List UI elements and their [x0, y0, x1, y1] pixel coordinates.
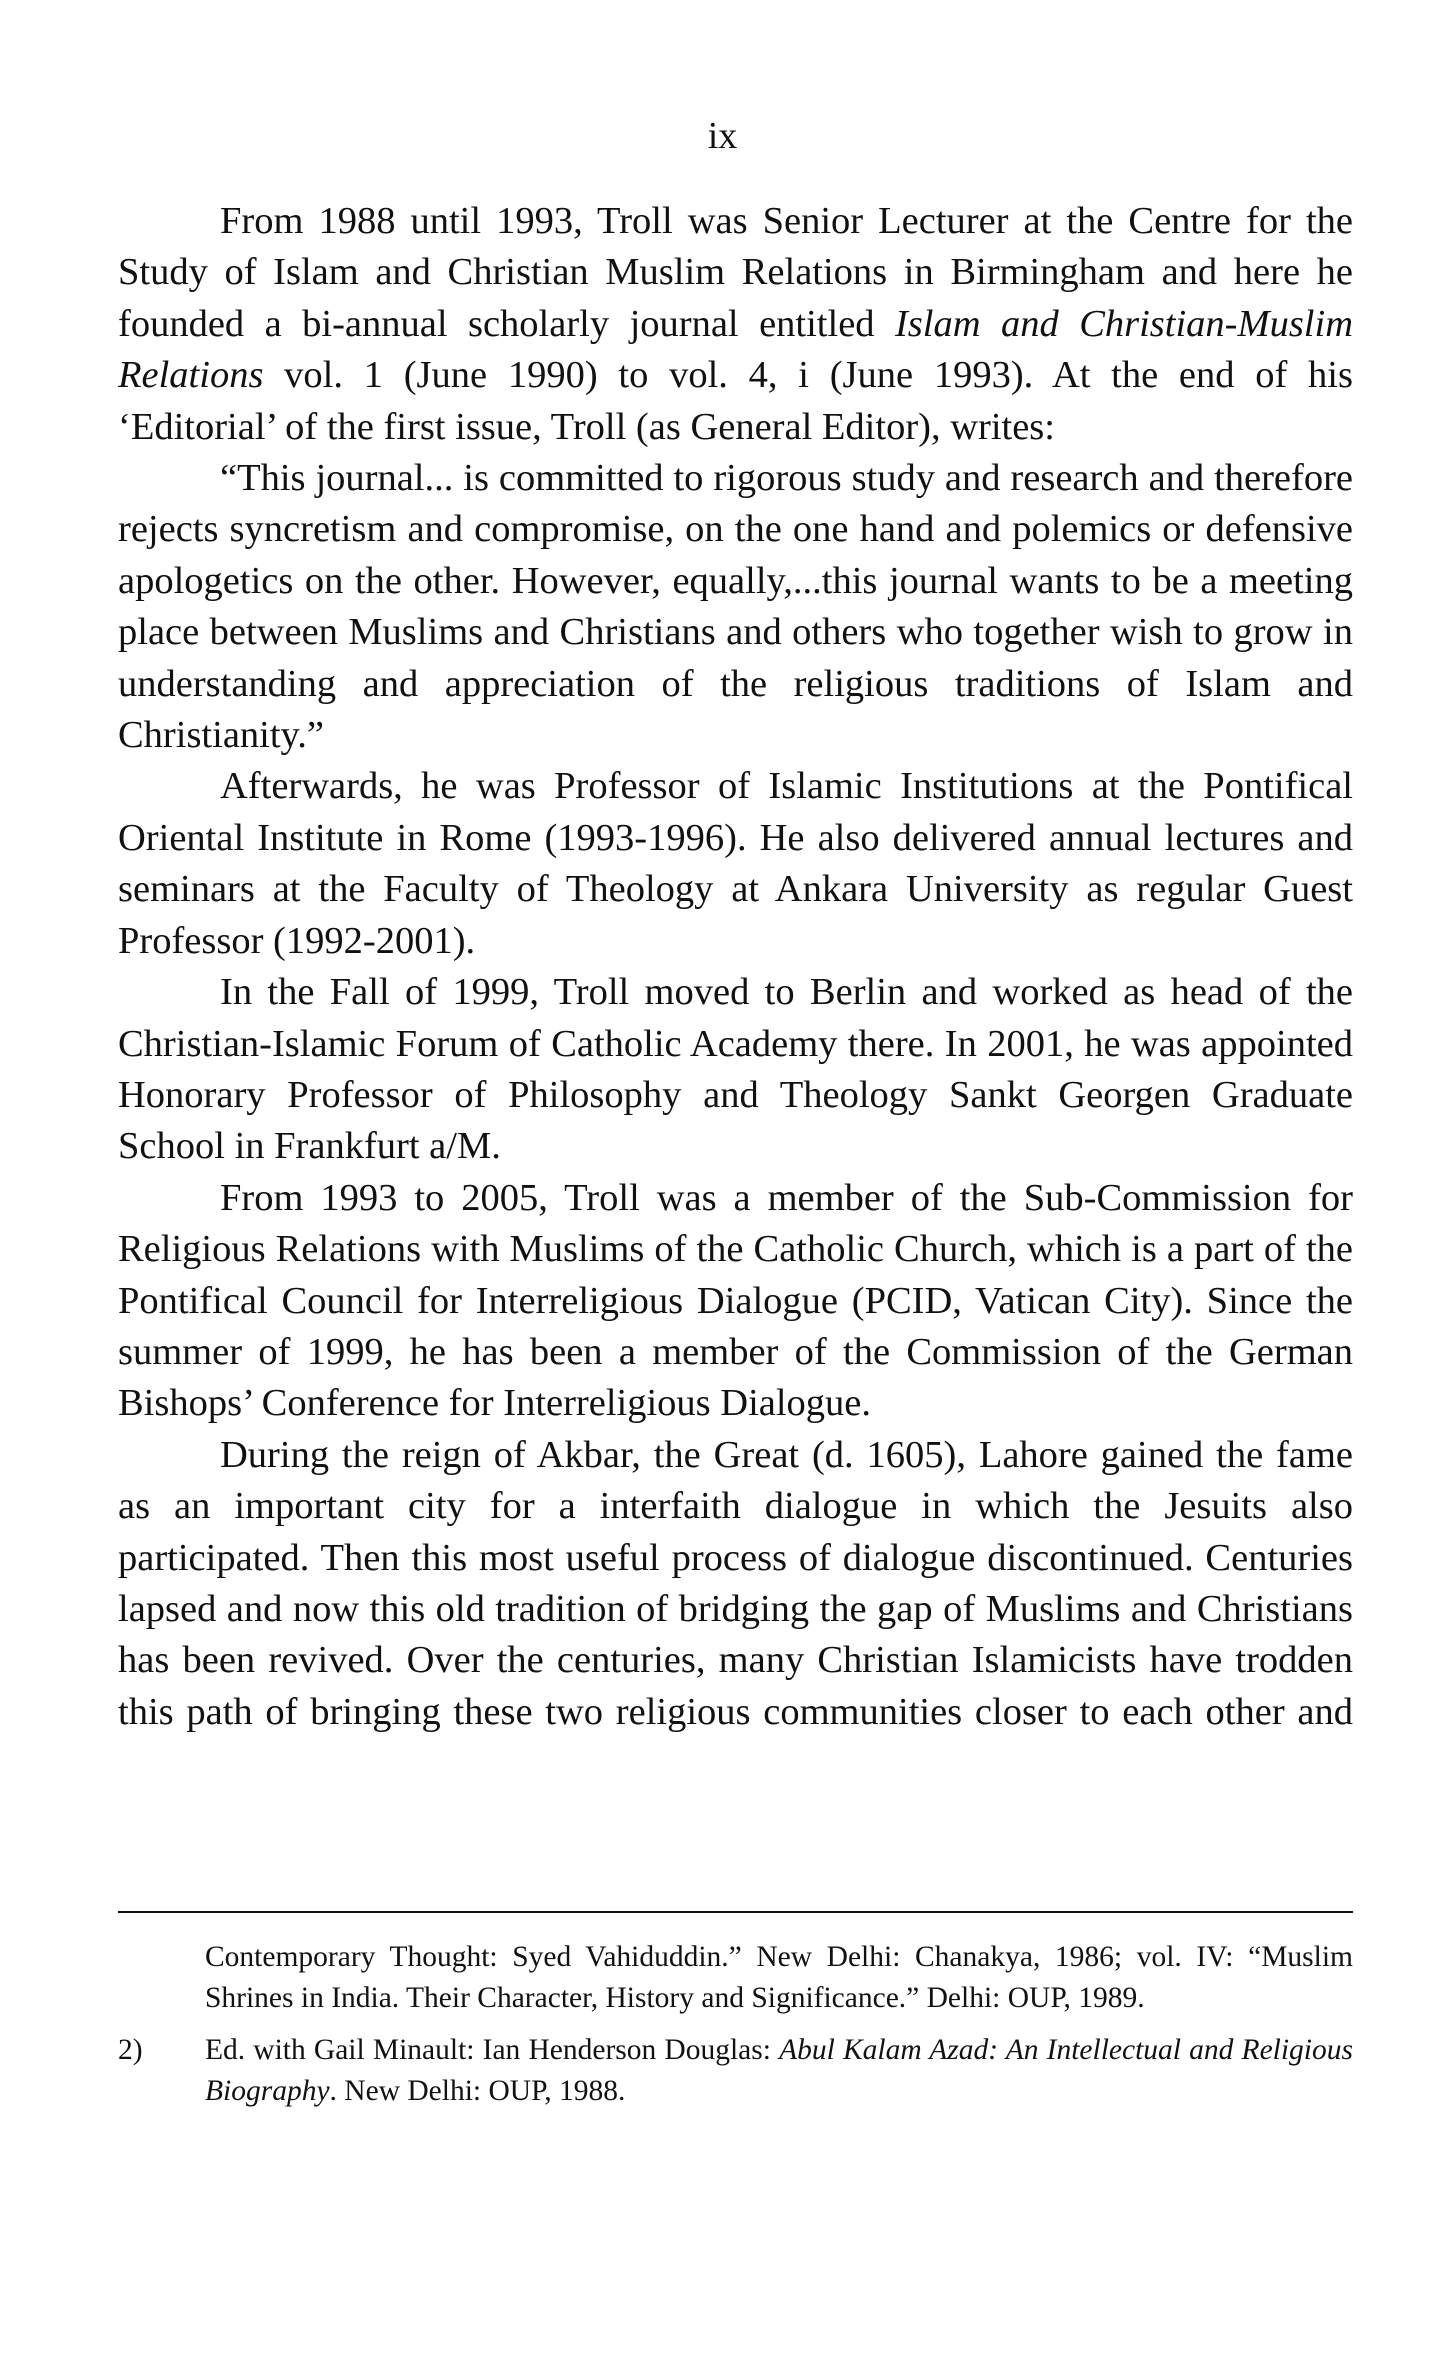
- footnote-2-text-b: . New Delhi: OUP, 1988.: [329, 2074, 626, 2107]
- main-text: [118, 196, 1353, 1738]
- footnote-2-marker: 2): [118, 2034, 143, 2066]
- paragraph-1: [118, 196, 1353, 453]
- footnote-1-text: Contemporary Thought: Syed Vahiduddin.” New Delhi: Chanakya, 1986; vol. IV: “Muslim Shrines in India. Their Character, History and Significance.” Delhi: OUP, 1989.: [205, 1941, 1353, 2014]
- footnote-divider: [118, 1911, 1353, 1913]
- editorial-quote: “This journal... is committed to rigorous study and research and therefore rejects syncretism and compromise, on the one hand and polemics or defensive apologetics on the other. However, equally,...this journal wants to be a meeting place between Muslims and Christians and others who together wish to grow in understanding and appreciation of the religious traditions of Islam and Christianity.”: [118, 457, 1353, 757]
- footnotes: [118, 1937, 1353, 2123]
- footnote-2: [118, 2030, 1353, 2111]
- paragraph-4: From 1993 to 2005, Troll was a member of the Sub-Commission for Religious Relations with Muslims of the Catholic Church, which is a part of the Pontifical Council for Interreligious Dialogue (PCID, Vatican City). Since the summer of 1999, he has been a member of the Commission of the German Bishops’ Conference for Interreligious Dialogue.: [118, 1176, 1353, 1425]
- paragraph-3: In the Fall of 1999, Troll moved to Berlin and worked as head of the Christian-Islamic Forum of Catholic Academy there. In 2001, he was appointed Honorary Professor of Philosophy and Theology Sankt Georgen Graduate School in Frankfurt a/M.: [118, 971, 1353, 1168]
- paragraph-1-text-b: vol. 1 (June 1990) to vol. 4, i (June 1993). At the end of his ‘Editorial’ of the first issue, Troll (as General Editor), writes:: [118, 354, 1353, 448]
- footnote-1-marker: [118, 1937, 205, 2018]
- page-number: ix: [707, 115, 738, 157]
- footnote-2-text: [205, 2030, 1353, 2111]
- paragraph-1-text-a: From 1988 until 1993, Troll was Senior Lecturer at the Centre for the Study of Islam and Christian Muslim Relations in Birmingham and here he founded a bi-annual scholarly journal entitled: [118, 200, 1353, 345]
- book-title: Abul Kalam Azad: An Intellectual and Religious Biography: [205, 2034, 1353, 2107]
- footnote-2-text-a: Ed. with Gail Minault: Ian Henderson Douglas:: [205, 2034, 780, 2066]
- journal-title: Islam and Christian-Muslim Relations: [118, 302, 1353, 397]
- paragraph-5: During the reign of Akbar, the Great (d. 1605), Lahore gained the fame as an important city for a interfaith dialogue in which the Jesuits also participated. Then this most useful process of dialogue discontinued. Centuries lapsed and now this old tradition of bridging the gap of Muslims and Christians has been revived. Over the centuries, many Christian Islamicists have trodden this path of bringing these two religious communities closer to each other and: [118, 1433, 1353, 1733]
- footnote-1: [118, 1937, 1353, 2018]
- paragraph-2: Afterwards, he was Professor of Islamic Institutions at the Pontifical Oriental Institute in Rome (1993-1996). He also delivered annual lectures and seminars at the Faculty of Theology at Ankara University as regular Guest Professor (1992-2001).: [118, 765, 1353, 962]
